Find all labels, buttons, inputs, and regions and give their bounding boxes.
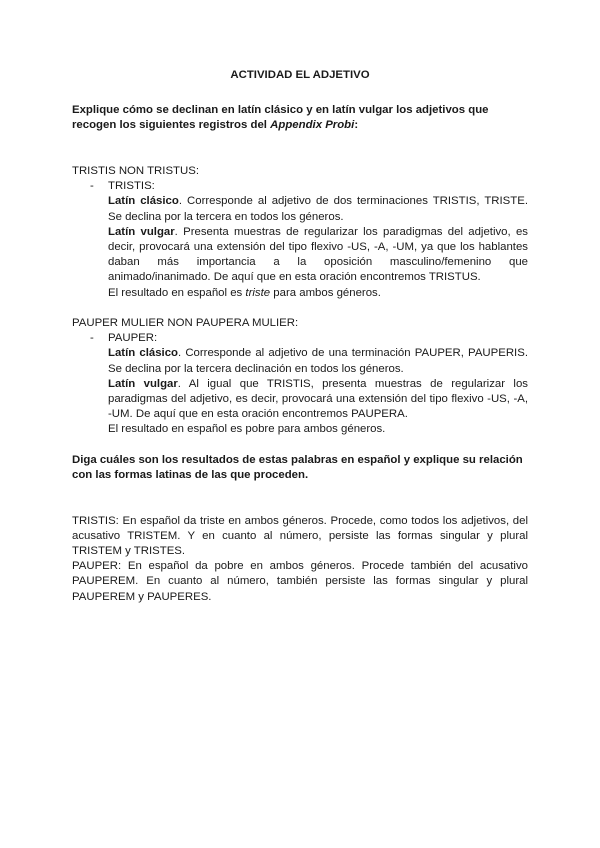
page-title: ACTIVIDAD EL ADJETIVO — [230, 69, 370, 81]
list-item — [72, 331, 528, 437]
latin-clasico-label: Latín clásico — [108, 347, 178, 360]
question-2-prompt: Diga cuáles son los resultados de estas palabras en español y explique su relación con las formas latinas de las que proceden. — [72, 453, 523, 482]
list-item-label: PAUPER: — [108, 332, 158, 345]
appendix-probi-title: Appendix Probi — [270, 119, 355, 132]
latin-clasico-paragraph: Latín clásico. Corresponde al adjetivo de dos terminaciones TRISTIS, TRISTE. Se declina por la tercera en todos los géneros. — [108, 195, 528, 223]
section-heading: PAUPER MULIER NON PAUPERA MULIER: — [72, 317, 299, 329]
question-1-prompt: Explique cómo se declinan en latín clásico y en latín vulgar los adjetivos que recogen los siguientes registros del Appendix Probi: — [72, 104, 489, 132]
list-dash: - — [90, 332, 94, 345]
result-line: El resultado en español es triste para ambos géneros. — [108, 286, 381, 299]
document-body — [72, 68, 528, 605]
list-item-label: TRISTIS: — [108, 180, 155, 193]
answer-pauper: PAUPER: En español da pobre en ambos géneros. Procede también del acusativo PAUPEREM. En cuanto al número, también persiste las formas singular y plural PAUPEREM y PAUPERES. — [72, 560, 528, 603]
list-item — [72, 179, 528, 301]
latin-vulgar-paragraph: Latín vulgar. Presenta muestras de regularizar los paradigmas del adjetivo, es decir, provocará una extensión del tipo flexivo -US, -A, -UM, ya que los hablantes daban más importancia a la oposición masculino/femenino que animado/inanimado. De aquí que en esta oración encontremos TRISTUS. — [108, 225, 528, 284]
section-tristis — [72, 164, 528, 301]
section-heading: TRISTIS NON TRISTUS: — [72, 164, 199, 177]
latin-vulgar-label: Latín vulgar — [108, 225, 175, 238]
latin-vulgar-paragraph: Latín vulgar. Al igual que TRISTIS, presenta muestras de regularizar los paradigmas del adjetivo, es decir, provocará una extensión del tipo flexivo -US, -A, -UM. De aquí que en esta oración encontremos PAUPERA. — [108, 377, 528, 421]
section-pauper — [72, 316, 528, 438]
latin-vulgar-label: Latín vulgar — [108, 377, 178, 390]
latin-clasico-label: Latín clásico — [108, 195, 179, 208]
list-dash: - — [90, 180, 94, 193]
latin-clasico-paragraph: Latín clásico. Corresponde al adjetivo de una terminación PAUPER, PAUPERIS. Se declina por la tercera declinación en todos los géneros. — [108, 347, 528, 375]
result-line: El resultado en español es pobre para ambos géneros. — [108, 423, 386, 436]
answer-tristis: TRISTIS: En español da triste en ambos géneros. Procede, como todos los adjetivos, del acusativo TRISTEM. Y en cuanto al número, persiste las formas singular y plural TRISTEM y TRISTES. — [72, 514, 528, 557]
